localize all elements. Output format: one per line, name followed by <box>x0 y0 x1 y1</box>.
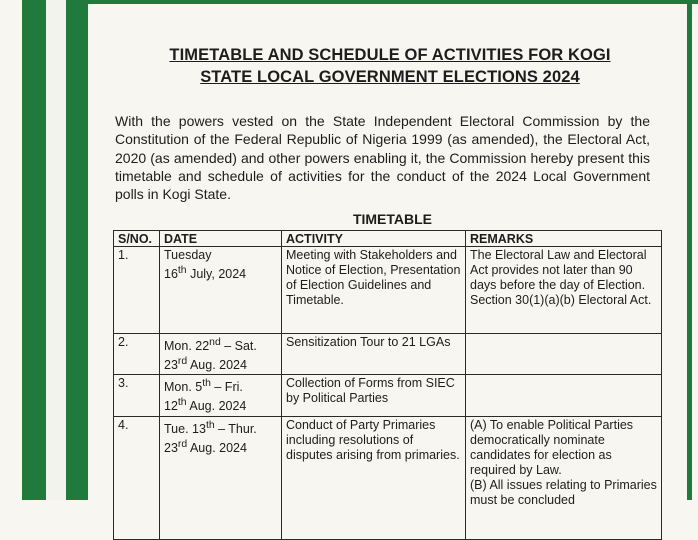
timetable-table <box>113 230 662 540</box>
date-line-2: 23rd Aug. 2024 <box>164 438 247 455</box>
right-green-border <box>687 0 692 500</box>
title-line-1: TIMETABLE AND SCHEDULE OF ACTIVITIES FOR KOGI <box>169 46 611 64</box>
row-remarks <box>466 375 662 416</box>
header-activity: ACTIVITY <box>282 231 466 247</box>
row-activity: Collection of Forms from SIEC by Political Parties <box>282 375 466 416</box>
row-date <box>160 247 282 334</box>
header-remarks: REMARKS <box>466 231 662 247</box>
header-date: DATE <box>160 231 282 247</box>
date-line-2: 23rd Aug. 2024 <box>164 356 247 373</box>
row-date <box>160 334 282 375</box>
row-sn: 2. <box>114 334 160 375</box>
row-date <box>160 375 282 416</box>
table-row <box>114 416 662 539</box>
row-sn: 3. <box>114 375 160 416</box>
table-row <box>114 247 662 334</box>
left-white-border <box>46 0 66 500</box>
date-line-1: Tue. 13th – Thur. <box>164 419 257 436</box>
date-line-2: 12th Aug. 2024 <box>164 397 247 414</box>
table-row <box>114 375 662 416</box>
remarks-b: (B) All issues relating to Primaries must be concluded <box>470 477 657 507</box>
date-line-1: Mon. 22nd – Sat. <box>164 337 257 354</box>
date-line: 16th July, 2024 <box>164 265 247 282</box>
header-sn: S/NO. <box>114 231 160 247</box>
remarks-a: (A) To enable Political Parties democratically nominate candidates for election as required by Law. <box>470 417 634 477</box>
row-activity: Meeting with Stakeholders and Notice of Election, Presentation of Election Guidelines and Timetable. <box>282 247 466 334</box>
title-line-2: STATE LOCAL GOVERNMENT ELECTIONS 2024 <box>200 68 580 86</box>
row-remarks: The Electoral Law and Electoral Act provides not later than 90 days before the day of Election. Section 30(1)(a)(b) Electoral Act. <box>466 247 662 334</box>
top-green-border <box>88 0 698 4</box>
date-weekday: Tuesday <box>164 248 212 262</box>
intro-paragraph: With the powers vested on the State Independent Electoral Commission by the Constitution of the Federal Republic of Nigeria 1999 (as amended), the Electoral Act, 2020 (as amended) and other powers enabling it, the Commission hereby present this timetable and schedule of activities for the conduct of the 2024 Local Government polls in Kogi State. <box>115 113 650 203</box>
left-green-border <box>22 0 46 500</box>
table-header-row <box>114 231 662 247</box>
row-remarks <box>466 416 662 539</box>
document-title <box>100 44 680 88</box>
row-date <box>160 416 282 539</box>
row-remarks <box>466 334 662 375</box>
date-line-1: Mon. 5th – Fri. <box>164 378 243 395</box>
timetable-heading: TIMETABLE <box>352 211 433 227</box>
row-activity: Conduct of Party Primaries including resolutions of disputes arising from primaries. <box>282 416 466 539</box>
row-activity: Sensitization Tour to 21 LGAs <box>282 334 466 375</box>
row-sn: 1. <box>114 247 160 334</box>
row-sn: 4. <box>114 416 160 539</box>
left-green-border-inner <box>66 0 88 500</box>
table-row <box>114 334 662 375</box>
